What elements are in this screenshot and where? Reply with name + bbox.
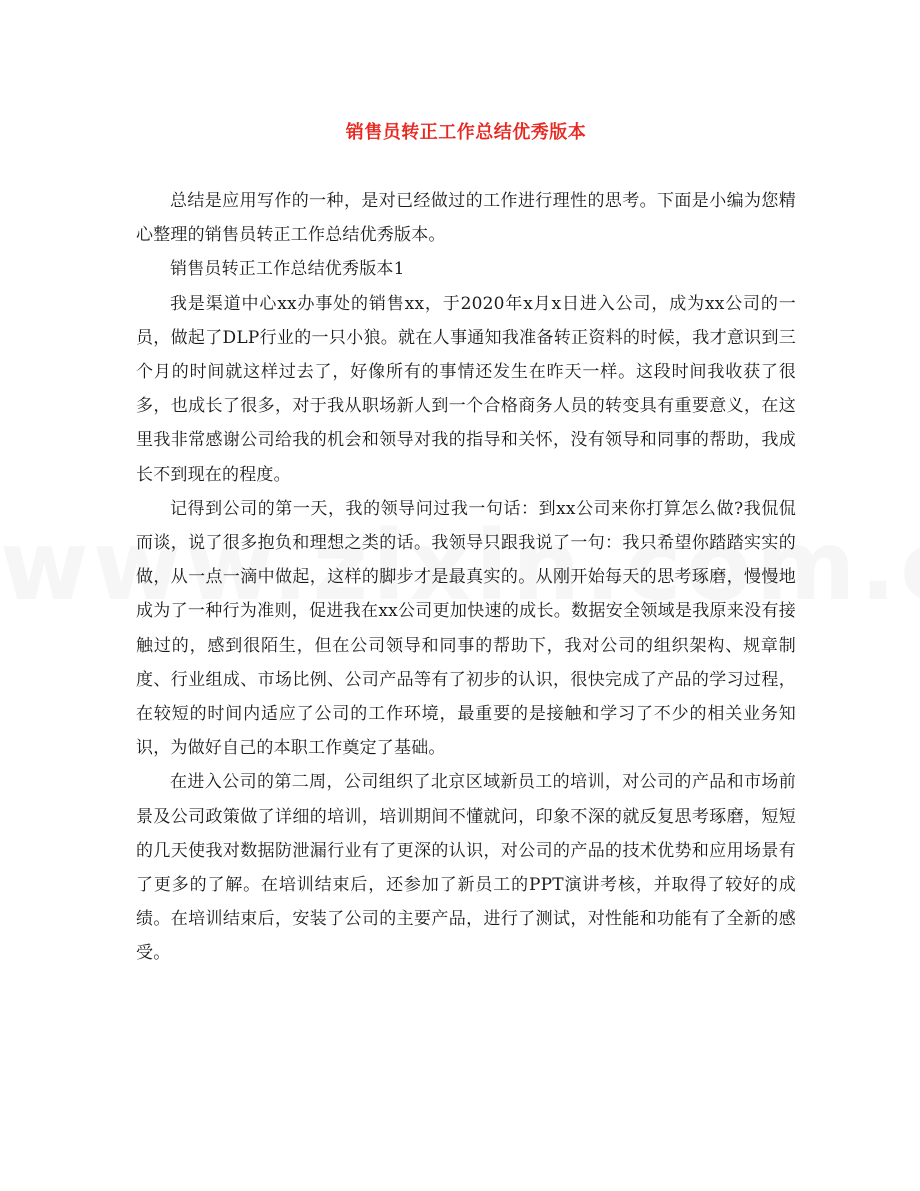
body-paragraph: 记得到公司的第一天，我的领导问过我一句话：到xx公司来你打算怎么做?我侃侃而谈，说了很多抱负和理想之类的话。我领导只跟我说了一句：我只希望你踏踏实实的做，从一点一滴中做起，这样的脚步才是最真实的。从刚开始每天的思考琢磨，慢慢地成为了一种行为准则，促进我在xx公司更加快速的成长。数据安全领域是我原来没有接触过的，感到很陌生，但在公司领导和同事的帮助下，我对公司的组织架构、规章制度、行业组成、市场比例、公司产品等有了初步的认识，很快完成了产品的学习过程，在较短的时间内适应了公司的工作环境，最重要的是接触和学习了不少的相关业务知识，为做好自己的本职工作奠定了基础。 [136,498,796,759]
document-body [136,184,796,971]
body-paragraph: 在进入公司的第二周，公司组织了北京区域新员工的培训，对公司的产品和市场前景及公司政策做了详细的培训，培训期间不懂就问，印象不深的就反复思考琢磨，短短的几天使我对数据防泄漏行业有了更深的认识，对公司的产品的技术优势和应用场景有了更多的了解。在培训结束后，还参加了新员工的PPT演讲考核，并取得了较好的成绩。在培训结束后，安装了公司的主要产品，进行了测试，对性能和功能有了全新的感受。 [136,772,796,964]
document-title: 销售员转正工作总结优秀版本 [345,122,587,143]
section-heading: 销售员转正工作总结优秀版本1 [170,259,405,280]
intro-paragraph: 总结是应用写作的一种，是对已经做过的工作进行理性的思考。下面是小编为您精心整理的销售员转正工作总结优秀版本。 [136,191,796,246]
body-paragraph: 我是渠道中心xx办事处的销售xx，于2020年x月x日进入公司，成为xx公司的一员，做起了DLP行业的一只小狼。就在人事通知我准备转正资料的时候，我才意识到三个月的时间就这样过去了，好像所有的事情还发生在昨天一样。这段时间我收获了很多，也成长了很多，对于我从职场新人到一个合格商务人员的转变具有重要意义，在这里我非常感谢公司给我的机会和领导对我的指导和关怀，没有领导和同事的帮助，我成长不到现在的程度。 [136,293,796,485]
